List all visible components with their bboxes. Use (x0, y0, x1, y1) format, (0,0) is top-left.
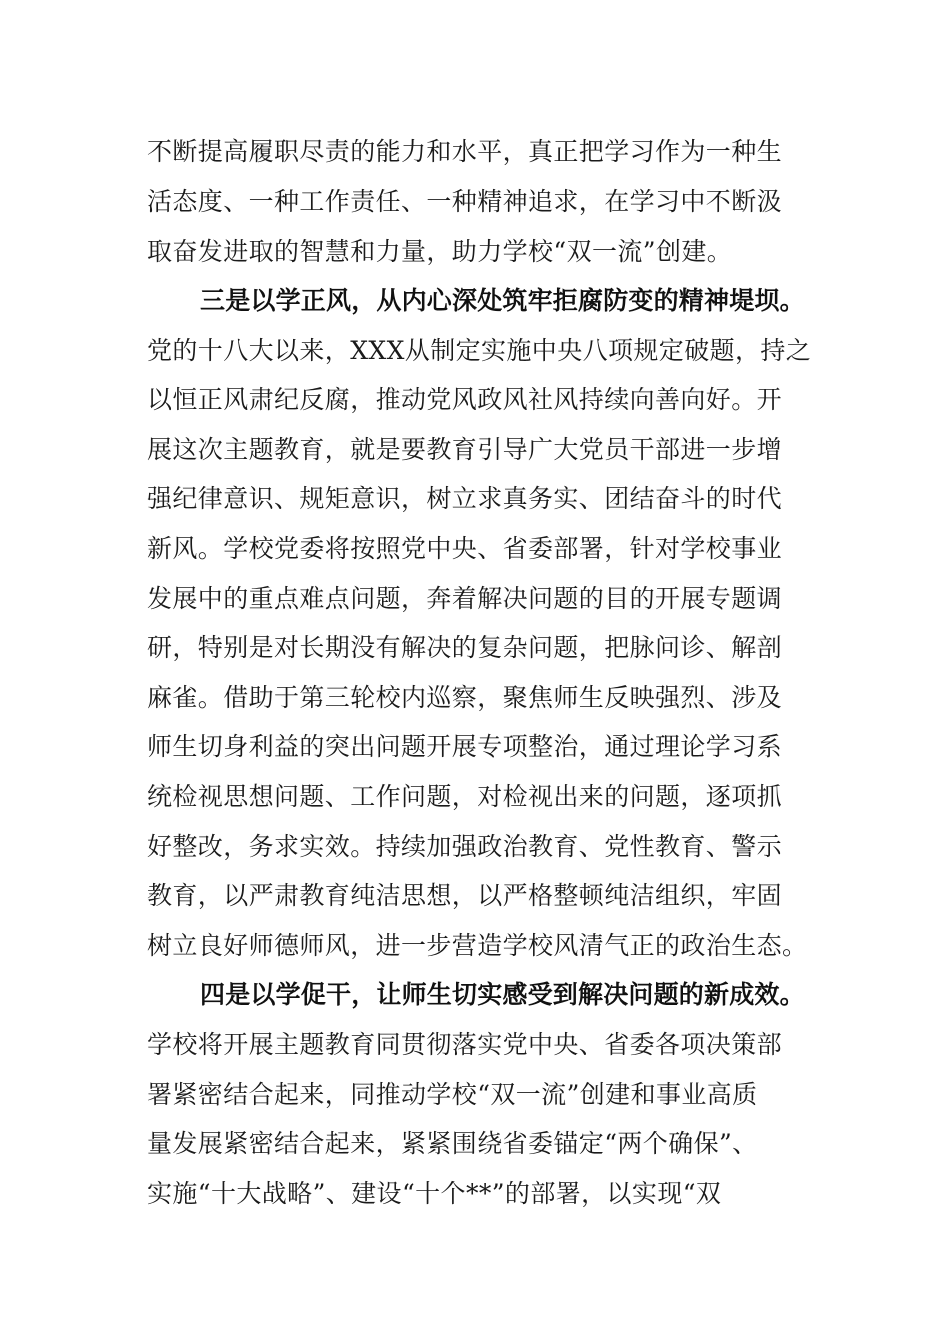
body-text-line: 麻雀。借助于第三轮校内巡察，聚焦师生反映强烈、涉及 (147, 683, 783, 712)
body-text-line: 统检视思想问题、工作问题，对检视出来的问题，逐项抓 (147, 782, 783, 811)
body-text-line: 取奋发进取的智慧和力量，助力学校“双一流”创建。 (147, 237, 733, 266)
body-text-line: 好整改，务求实效。持续加强政治教育、党性教育、警示 (147, 832, 783, 861)
body-text-line: 党的十八大以来，XXX从制定实施中央八项规定破题，持之 (147, 336, 812, 365)
body-text-line: 教育，以严肃教育纯洁思想，以严格整顿纯洁组织，牢固 (147, 881, 783, 910)
body-text-line: 强纪律意识、规矩意识，树立求真务实、团结奋斗的时代 (147, 484, 783, 513)
body-text-line: 师生切身利益的突出问题开展专项整治，通过理论学习系 (147, 732, 783, 761)
body-text-line: 以恒正风肃纪反腐，推动党风政风社风持续向善向好。开 (147, 385, 783, 414)
body-text-line: 新风。学校党委将按照党中央、省委部署，针对学校事业 (147, 534, 783, 563)
body-text-line: 不断提高履职尽责的能力和水平，真正把学习作为一种生 (147, 137, 783, 166)
body-text-line: 发展中的重点难点问题，奔着解决问题的目的开展专题调 (147, 584, 783, 613)
body-text-line: 署紧密结合起来，同推动学校“双一流”创建和事业高质 (147, 1080, 758, 1109)
body-text-line: 实施“十大战略”、建设“十个**”的部署，以实现“双 (147, 1179, 722, 1208)
body-text-line: 活态度、一种工作责任、一种精神追求，在学习中不断汲 (147, 187, 783, 216)
section-heading-4: 四是以学促干，让师生切实感受到解决问题的新成效。 (200, 980, 805, 1009)
body-text-line: 展这次主题教育，就是要教育引导广大党员干部进一步增 (147, 435, 783, 464)
body-text-line: 量发展紧密结合起来，紧紧围绕省委锚定“两个确保”、 (147, 1129, 758, 1158)
body-text-line: 学校将开展主题教育同贯彻落实党中央、省委各项决策部 (147, 1030, 783, 1059)
section-heading-3: 三是以学正风，从内心深处筑牢拒腐防变的精神堤坝。 (200, 286, 805, 315)
body-text-line: 树立良好师德师风，进一步营造学校风清气正的政治生态。 (147, 931, 808, 960)
body-text-line: 研，特别是对长期没有解决的复杂问题，把脉问诊、解剖 (147, 633, 783, 662)
